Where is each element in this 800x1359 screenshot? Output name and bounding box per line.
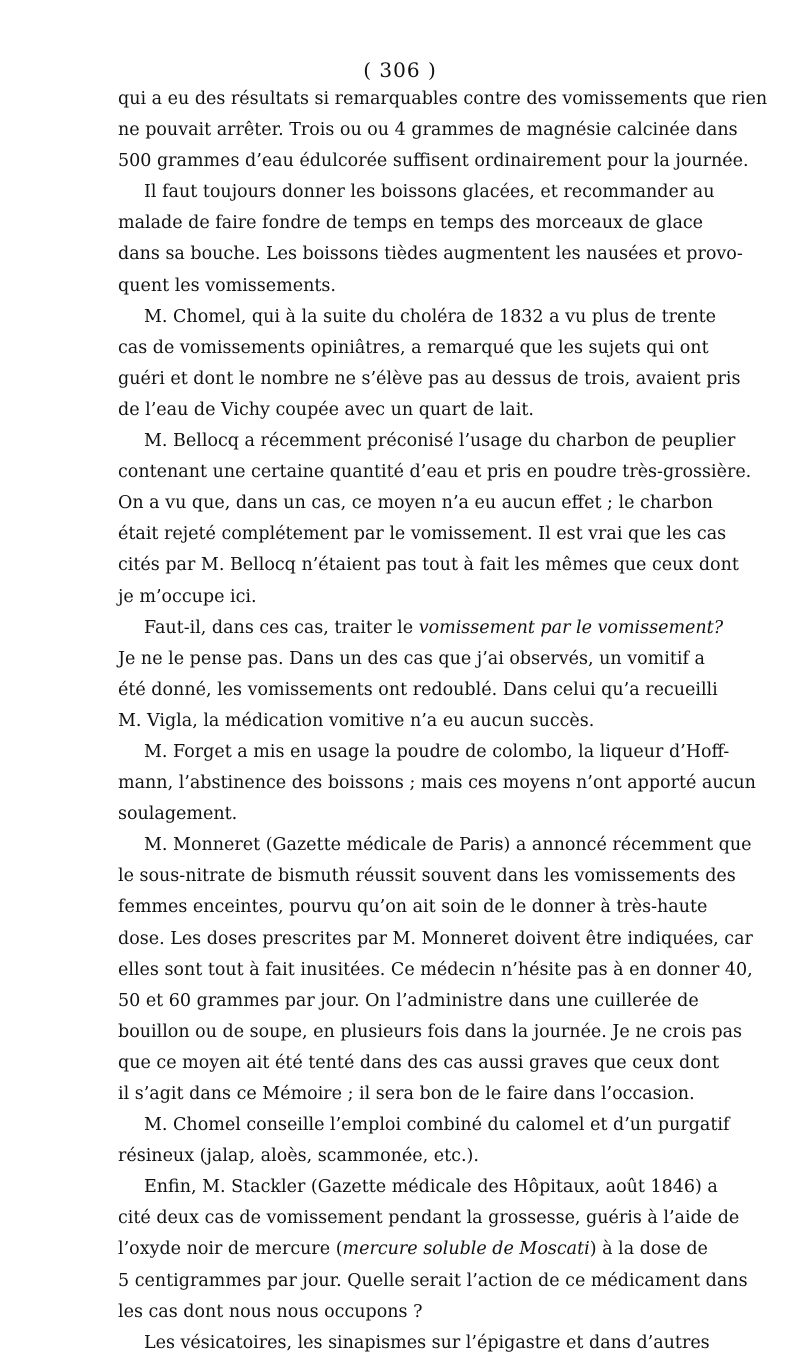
text-line	[118, 799, 684, 830]
line-text: M. Bellocq a récemment préconisé l’usage du charbon de peuplier	[144, 431, 736, 452]
line-text: que ce moyen ait été tenté dans des cas aussi graves que ceux dont	[118, 1052, 720, 1073]
text-line	[118, 457, 752, 488]
line-text: il s’agit dans ce Mémoire ; il sera bon de le faire dans l’occasion.	[118, 1084, 695, 1104]
text-line	[118, 1141, 684, 1172]
line-text: dans sa bouche. Les boissons tièdes augmentent les nausées et provo-	[118, 244, 743, 265]
line-text: M. Forget a mis en usage la poudre de colombo, la liqueur d’Hoff-	[144, 741, 730, 762]
text-line	[118, 986, 699, 1017]
text-line	[118, 1328, 710, 1359]
text-line	[118, 1048, 720, 1079]
line-text: Enfin, M. Stackler (Gazette médicale des Hôpitaux, août 1846) a	[144, 1177, 718, 1198]
text-line	[118, 1079, 695, 1110]
text-line	[118, 333, 709, 364]
text-line	[118, 208, 704, 239]
line-text: Je ne le pense pas. Dans un des cas que j’ai observés, un vomitif a	[118, 648, 705, 669]
line-text: qui a eu des résultats si remarquables contre des vomissements que rien	[118, 89, 768, 109]
text-line	[118, 488, 713, 519]
text-line	[118, 1266, 748, 1297]
line-text: malade de faire fondre de temps en temps des morceaux de glace	[118, 213, 704, 234]
text-line	[118, 768, 756, 799]
text-line	[118, 737, 730, 768]
text-line	[118, 177, 715, 208]
line-text: 500 grammes d’eau édulcorée suffisent ordinairement pour la journée.	[118, 151, 749, 172]
text-line	[118, 892, 708, 923]
line-text: été donné, les vomissements ont redoublé. Dans celui qu’a recueilli	[118, 679, 718, 700]
line-text: Faut-il, dans ces cas, traiter le	[144, 617, 419, 638]
text-line	[118, 271, 684, 302]
line-text: le sous-nitrate de bismuth réussit souvent dans les vomissements des	[118, 866, 736, 887]
text-line	[118, 395, 684, 426]
text-line	[118, 1017, 742, 1048]
line-text: Il faut toujours donner les boissons glacées, et recommander au	[144, 182, 715, 203]
line-text: M. Chomel conseille l’emploi combiné du calomel et d’un purgatif	[144, 1115, 730, 1136]
line-text: soulagement.	[118, 804, 238, 825]
text-line	[118, 706, 684, 737]
text-line	[118, 955, 753, 986]
text-line	[118, 302, 716, 333]
body-text	[118, 84, 768, 1359]
text-line	[118, 364, 741, 395]
line-text: contenant une certaine quantité d’eau et pris en poudre très-grossière.	[118, 462, 752, 483]
italic-text: mercure soluble de Moscati	[342, 1239, 590, 1260]
line-text: M. Monneret (Gazette médicale de Paris) a annoncé récemment que	[144, 835, 752, 856]
text-line	[118, 830, 752, 861]
line-text: guéri et dont le nombre ne s’élève pas au dessus de trois, avaient pris	[118, 368, 741, 389]
line-text: mann, l’abstinence des boissons ; mais ces moyens n’ont apporté aucun	[118, 773, 756, 794]
line-text: ) à la dose de	[589, 1239, 708, 1260]
line-text: les cas dont nous nous occupons ?	[118, 1301, 423, 1322]
text-line	[118, 924, 753, 955]
line-text: Les vésicatoires, les sinapismes sur l’épigastre et dans d’autres	[144, 1332, 710, 1353]
text-line	[118, 1203, 740, 1234]
text-line	[118, 239, 743, 270]
text-line	[118, 1172, 718, 1203]
text-line	[118, 146, 749, 177]
text-line	[118, 426, 736, 457]
line-text: dose. Les doses prescrites par M. Monneret doivent être indiquées, car	[118, 928, 753, 949]
line-text: femmes enceintes, pourvu qu’on ait soin de le donner à très-haute	[118, 897, 708, 918]
line-text: quent les vomissements.	[118, 275, 336, 296]
line-text: l’oxyde noir de mercure (	[118, 1239, 343, 1260]
line-text: cités par M. Bellocq n’étaient pas tout à fait les mêmes que ceux dont	[118, 555, 739, 576]
text-line	[118, 1110, 730, 1141]
italic-text: vomissement par le vomissement?	[418, 617, 724, 638]
line-text: ne pouvait arrêter. Trois ou ou 4 grammes de magnésie calcinée dans	[118, 120, 738, 141]
text-line	[118, 115, 738, 146]
text-line	[118, 675, 718, 706]
text-line	[118, 1234, 708, 1265]
line-text: 50 et 60 grammes par jour. On l’administre dans une cuillerée de	[118, 990, 699, 1011]
line-text: cas de vomissements opiniâtres, a remarqué que les sujets qui ont	[118, 337, 709, 358]
line-text: je m’occupe ici.	[118, 586, 257, 607]
line-text: cité deux cas de vomissement pendant la grossesse, guéris à l’aide de	[118, 1208, 740, 1229]
text-line	[118, 861, 736, 892]
text-line	[118, 550, 739, 581]
line-text: était rejeté complétement par le vomissement. Il est vrai que les cas	[118, 524, 727, 545]
text-line	[118, 84, 768, 115]
text-line	[118, 644, 705, 675]
line-text: M. Chomel, qui à la suite du choléra de 1832 a vu plus de trente	[144, 306, 716, 327]
text-line	[118, 1297, 684, 1328]
line-text: résineux (jalap, aloès, scammonée, etc.).	[118, 1146, 479, 1167]
line-text: M. Vigla, la médication vomitive n’a eu aucun succès.	[118, 710, 595, 731]
line-text: 5 centigrammes par jour. Quelle serait l’action de ce médicament dans	[118, 1270, 748, 1291]
page-number: ( 306 )	[363, 58, 437, 82]
text-line	[118, 613, 724, 644]
text-line	[118, 582, 684, 613]
line-text: elles sont tout à fait inusitées. Ce médecin n’hésite pas à en donner 40,	[118, 959, 753, 980]
line-text: de l’eau de Vichy coupée avec un quart de lait.	[118, 399, 534, 420]
line-text: On a vu que, dans un cas, ce moyen n’a eu aucun effet ; le charbon	[118, 493, 713, 514]
line-text: bouillon ou de soupe, en plusieurs fois dans la journée. Je ne crois pas	[118, 1021, 742, 1042]
text-line	[118, 519, 727, 550]
